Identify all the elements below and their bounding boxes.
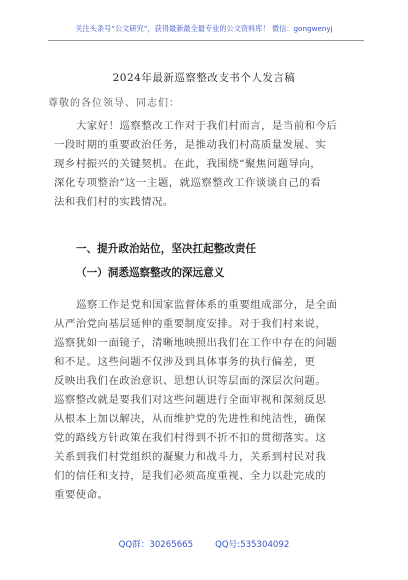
section-heading: 一、提升政治站位，坚决扛起整改责任 <box>76 243 257 255</box>
footer-qq-number: QQ号:535304092 <box>215 540 290 550</box>
paragraph-intro <box>54 117 360 212</box>
paragraph-line: 巡察犹如一面镜子，清晰地映照出我们在工作中存在的问题 <box>54 337 338 349</box>
paragraph-line: 反映出我们在政治意识、思想认识等层面的深层次问题。 <box>54 375 327 387</box>
paragraph-line: 巡察工作是党和国家监督体系的重要组成部分，是全面 <box>76 299 338 311</box>
paragraph-line: 重要使命。 <box>54 489 109 501</box>
paragraph-line: 党的路线方针政策在我们村得到不折不扣的贯彻落实。这 <box>54 432 327 444</box>
paragraph-line: 从根本上加以解决，从而维护党的先进性和纯洁性，确保 <box>54 413 327 425</box>
paragraph-line: 们的信任和支持，是我们必须高度重视、全力以赴完成的 <box>54 470 327 482</box>
paragraph-line: 从严治党向基层延伸的重要制度安排。对于我们村来说， <box>54 318 327 330</box>
paragraph-line: 一段时期的重要政治任务，是推动我们村高质量发展、实 <box>54 139 327 151</box>
paragraph-line: 和不足。这些问题不仅涉及到具体事务的执行偏差，更 <box>54 356 316 368</box>
paragraph-line: 法和我们村的实践情况。 <box>54 196 174 208</box>
header-divider <box>48 40 364 41</box>
paragraph-line: 关系到我们村党组织的凝聚力和战斗力，关系到村民对我 <box>54 451 327 463</box>
document-title: 2024年最新巡察整改支书个人发言稿 <box>112 72 296 84</box>
paragraph-line: 巡察整改就是要我们对这些问题进行全面审视和深刻反思 <box>54 394 327 406</box>
footer-contact <box>0 538 408 550</box>
paragraph-line: 大家好！巡察整改工作对于我们村而言，是当前和今后 <box>76 120 338 132</box>
salutation: 尊敬的各位领导、同志们： <box>48 98 180 109</box>
paragraph-body <box>54 296 360 505</box>
paragraph-line: 深化专项整治”这一主题，就巡察整改工作谈谈自己的看 <box>54 177 322 189</box>
subsection-heading: （一）洞悉巡察整改的深远意义 <box>76 267 225 279</box>
paragraph-line: 现乡村振兴的关键契机。在此，我围绕“聚焦问题导向， <box>54 158 322 170</box>
footer-qq-group: QQ群：30265665 <box>118 540 194 550</box>
header-note: 关注头条号“公文研究”，获得最新最全最专业的公文资料库！ 微信：gongwenyj <box>75 24 333 33</box>
